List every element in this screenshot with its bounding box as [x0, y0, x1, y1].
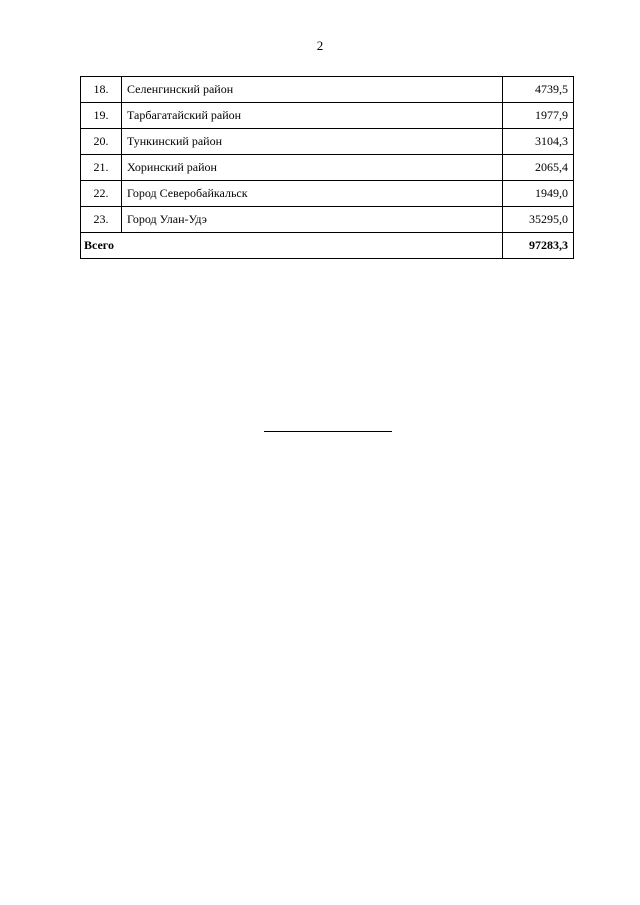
district-name: Город Улан-Удэ: [122, 207, 503, 233]
row-number: 21.: [81, 155, 122, 181]
total-row: [81, 233, 574, 259]
page-number: 2: [316, 38, 324, 53]
table-row: [81, 155, 574, 181]
row-number: 22.: [81, 181, 122, 207]
row-number: 23.: [81, 207, 122, 233]
row-number: 19.: [81, 103, 122, 129]
districts-table: [80, 76, 574, 259]
row-number: 18.: [81, 77, 122, 103]
table-row: [81, 129, 574, 155]
total-label: Всего: [81, 233, 503, 259]
district-name: Селенгинский район: [122, 77, 503, 103]
district-name: Тункинский район: [122, 129, 503, 155]
table-row: [81, 77, 574, 103]
district-value: 35295,0: [503, 207, 574, 233]
district-name: Город Северобайкальск: [122, 181, 503, 207]
district-value: 4739,5: [503, 77, 574, 103]
district-value: 3104,3: [503, 129, 574, 155]
table-row: [81, 181, 574, 207]
end-divider-line: [264, 431, 392, 432]
table-row: [81, 207, 574, 233]
table-row: [81, 103, 574, 129]
district-value: 1949,0: [503, 181, 574, 207]
district-name: Хоринский район: [122, 155, 503, 181]
district-value: 1977,9: [503, 103, 574, 129]
row-number: 20.: [81, 129, 122, 155]
district-value: 2065,4: [503, 155, 574, 181]
total-value: 97283,3: [503, 233, 574, 259]
district-name: Тарбагатайский район: [122, 103, 503, 129]
